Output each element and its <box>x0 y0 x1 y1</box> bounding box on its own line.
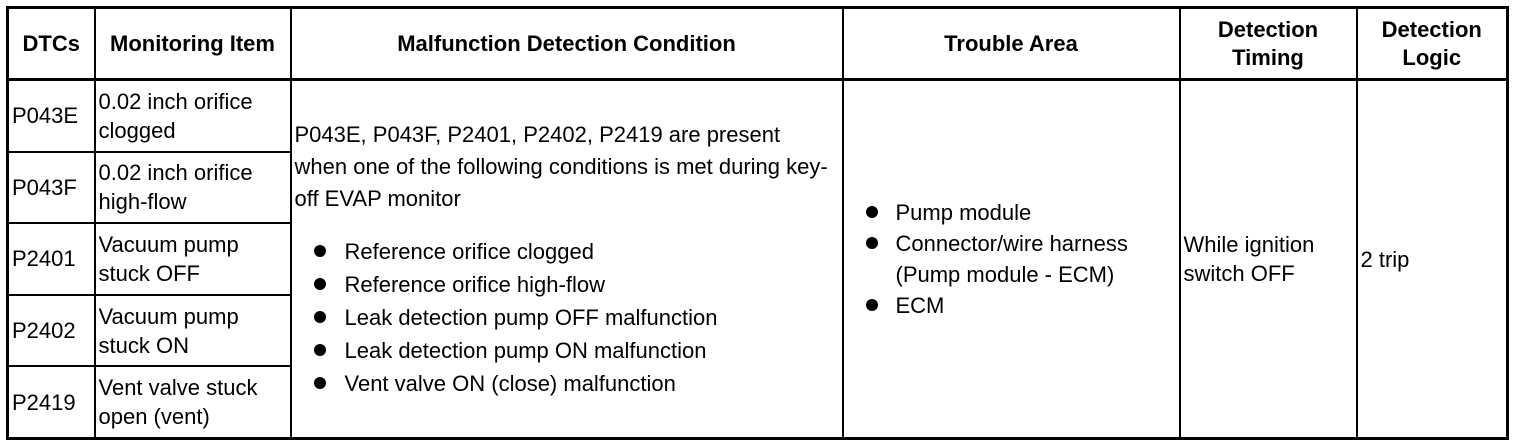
trouble-area-item: ECM <box>847 290 1176 321</box>
dtc-code: P2401 <box>8 223 95 295</box>
monitoring-item: 0.02 inch orifice clogged <box>95 80 291 152</box>
header-detection-timing: Detection Timing <box>1180 8 1357 80</box>
trouble-area-cell <box>843 80 1180 439</box>
header-condition: Malfunction Detection Condition <box>291 8 843 80</box>
condition-item: Leak detection pump ON malfunction <box>295 334 839 367</box>
dtc-code: P2402 <box>8 295 95 367</box>
condition-item: Reference orifice clogged <box>295 235 839 268</box>
trouble-area-list <box>847 197 1176 321</box>
header-detection-logic: Detection Logic <box>1357 8 1508 80</box>
dtc-code: P043E <box>8 80 95 152</box>
header-dtcs: DTCs <box>8 8 95 80</box>
condition-intro: P043E, P043F, P2401, P2402, P2419 are present when one of the following conditions is met during key-off EVAP monitor <box>294 121 828 211</box>
trouble-area-item: Pump module <box>847 197 1176 228</box>
monitoring-item: Vent valve stuck open (vent) <box>95 366 291 438</box>
condition-list <box>295 235 839 400</box>
monitoring-item: 0.02 inch orifice high-flow <box>95 152 291 224</box>
condition-item: Leak detection pump OFF malfunction <box>295 301 839 334</box>
dtc-code: P2419 <box>8 366 95 438</box>
dtc-table <box>6 6 1509 440</box>
condition-item: Reference orifice high-flow <box>295 268 839 301</box>
header-row <box>8 8 1508 80</box>
table-row <box>8 80 1508 152</box>
detection-logic: 2 trip <box>1357 80 1508 439</box>
dtc-code: P043F <box>8 152 95 224</box>
condition-item: Vent valve ON (close) malfunction <box>295 367 839 400</box>
header-monitoring-item: Monitoring Item <box>95 8 291 80</box>
monitoring-item: Vacuum pump stuck ON <box>95 295 291 367</box>
trouble-area-subitem: (Pump module - ECM) <box>895 262 1115 287</box>
trouble-area-item: Connector/wire harness <box>847 228 1176 259</box>
header-trouble-area: Trouble Area <box>843 8 1180 80</box>
detection-timing: While ignition switch OFF <box>1180 80 1357 439</box>
condition-cell <box>291 80 843 439</box>
monitoring-item: Vacuum pump stuck OFF <box>95 223 291 295</box>
